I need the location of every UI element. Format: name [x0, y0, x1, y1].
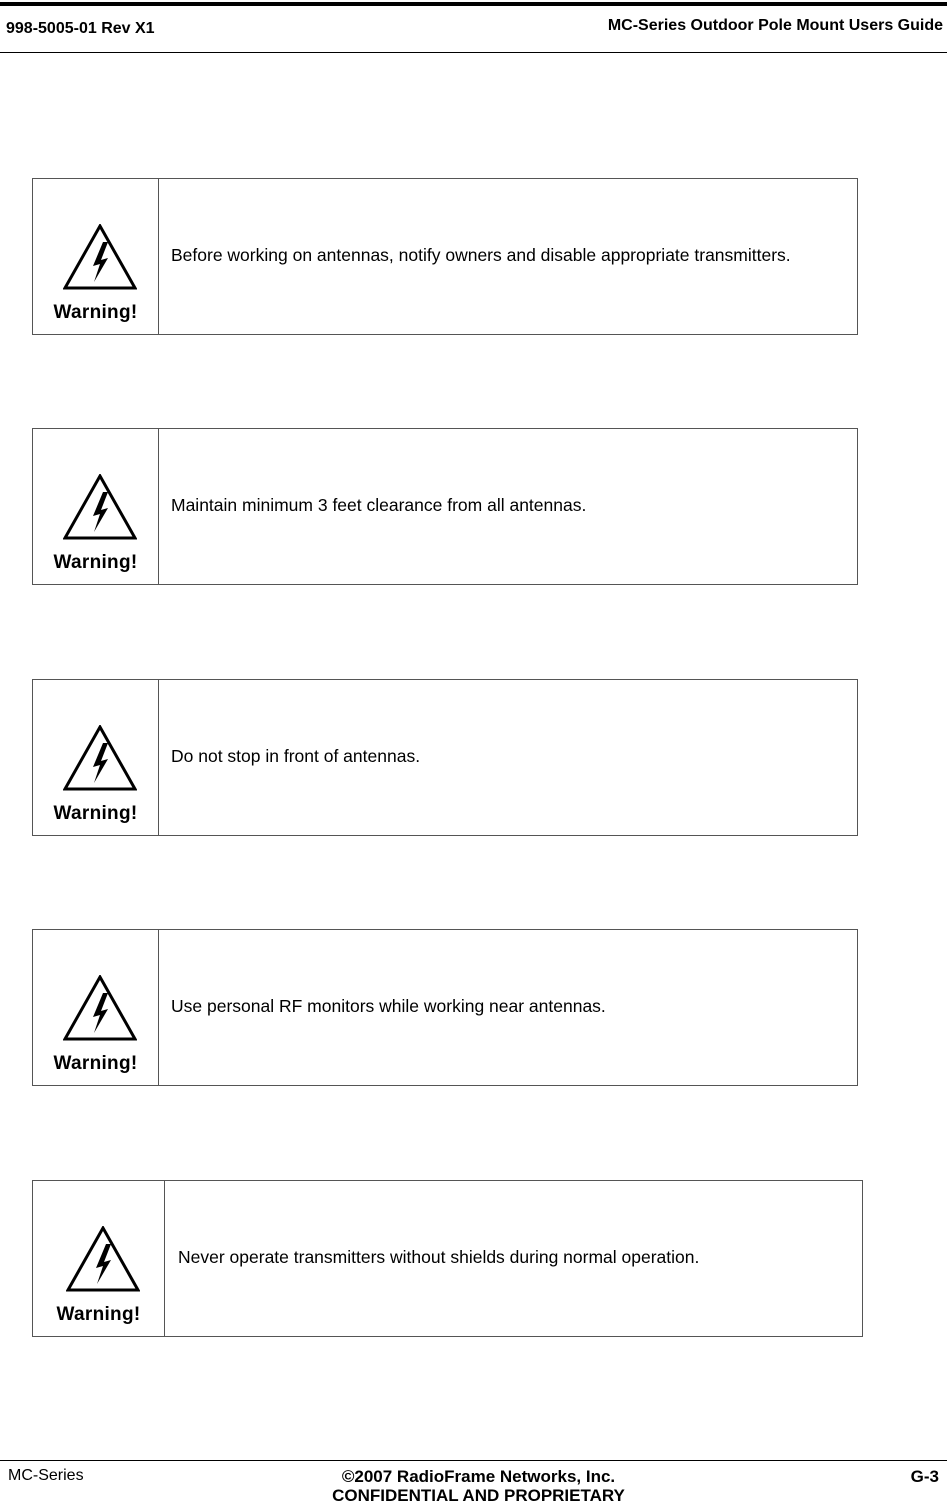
warning-box [32, 1180, 863, 1337]
warning-text-cell [159, 429, 857, 584]
electrical-hazard-icon [63, 975, 137, 1041]
warning-label: Warning! [53, 803, 138, 824]
warning-icon-cell [33, 930, 159, 1085]
warning-text-cell [159, 179, 857, 334]
electrical-hazard-icon [63, 725, 137, 791]
electrical-hazard-icon [66, 1226, 140, 1292]
warning-text: Never operate transmitters without shields during normal operation. [178, 1247, 700, 1267]
warning-text-cell [159, 930, 857, 1085]
electrical-hazard-icon [63, 474, 137, 540]
warning-icon-cell [33, 680, 159, 835]
guide-title: MC-Series Outdoor Pole Mount Users Guide [607, 17, 943, 34]
warning-text-cell [165, 1181, 862, 1336]
warning-label: Warning! [56, 1304, 141, 1325]
warning-text-cell [159, 680, 857, 835]
warning-box [32, 428, 858, 585]
warning-box [32, 929, 858, 1086]
electrical-hazard-icon [63, 224, 137, 290]
warning-box [32, 178, 858, 335]
warning-label: Warning! [53, 302, 138, 323]
warning-text: Use personal RF monitors while working near antennas. [171, 996, 606, 1016]
page-number: G-3 [910, 1467, 939, 1486]
warning-icon-cell [33, 179, 159, 334]
footer-rule [0, 1460, 947, 1461]
footer-copyright-block [0, 1467, 947, 1505]
footer-product: MC-Series [8, 1467, 84, 1484]
warning-label: Warning! [53, 1053, 138, 1074]
warning-text: Do not stop in front of antennas. [171, 746, 421, 766]
footer-confidential: CONFIDENTIAL AND PROPRIETARY [332, 1486, 625, 1505]
header-top-rule [0, 2, 947, 6]
warning-text: Maintain minimum 3 feet clearance from all antennas. [171, 495, 587, 515]
document-number: 998-5005-01 Rev X1 [6, 20, 155, 37]
header-rule [0, 52, 947, 53]
warning-text: Before working on antennas, notify owners and disable appropriate transmitters. [171, 245, 791, 265]
warning-box [32, 679, 858, 836]
warning-icon-cell [33, 429, 159, 584]
warning-icon-cell [33, 1181, 165, 1336]
footer-copyright: ©2007 RadioFrame Networks, Inc. [341, 1467, 616, 1486]
warning-label: Warning! [53, 552, 138, 573]
